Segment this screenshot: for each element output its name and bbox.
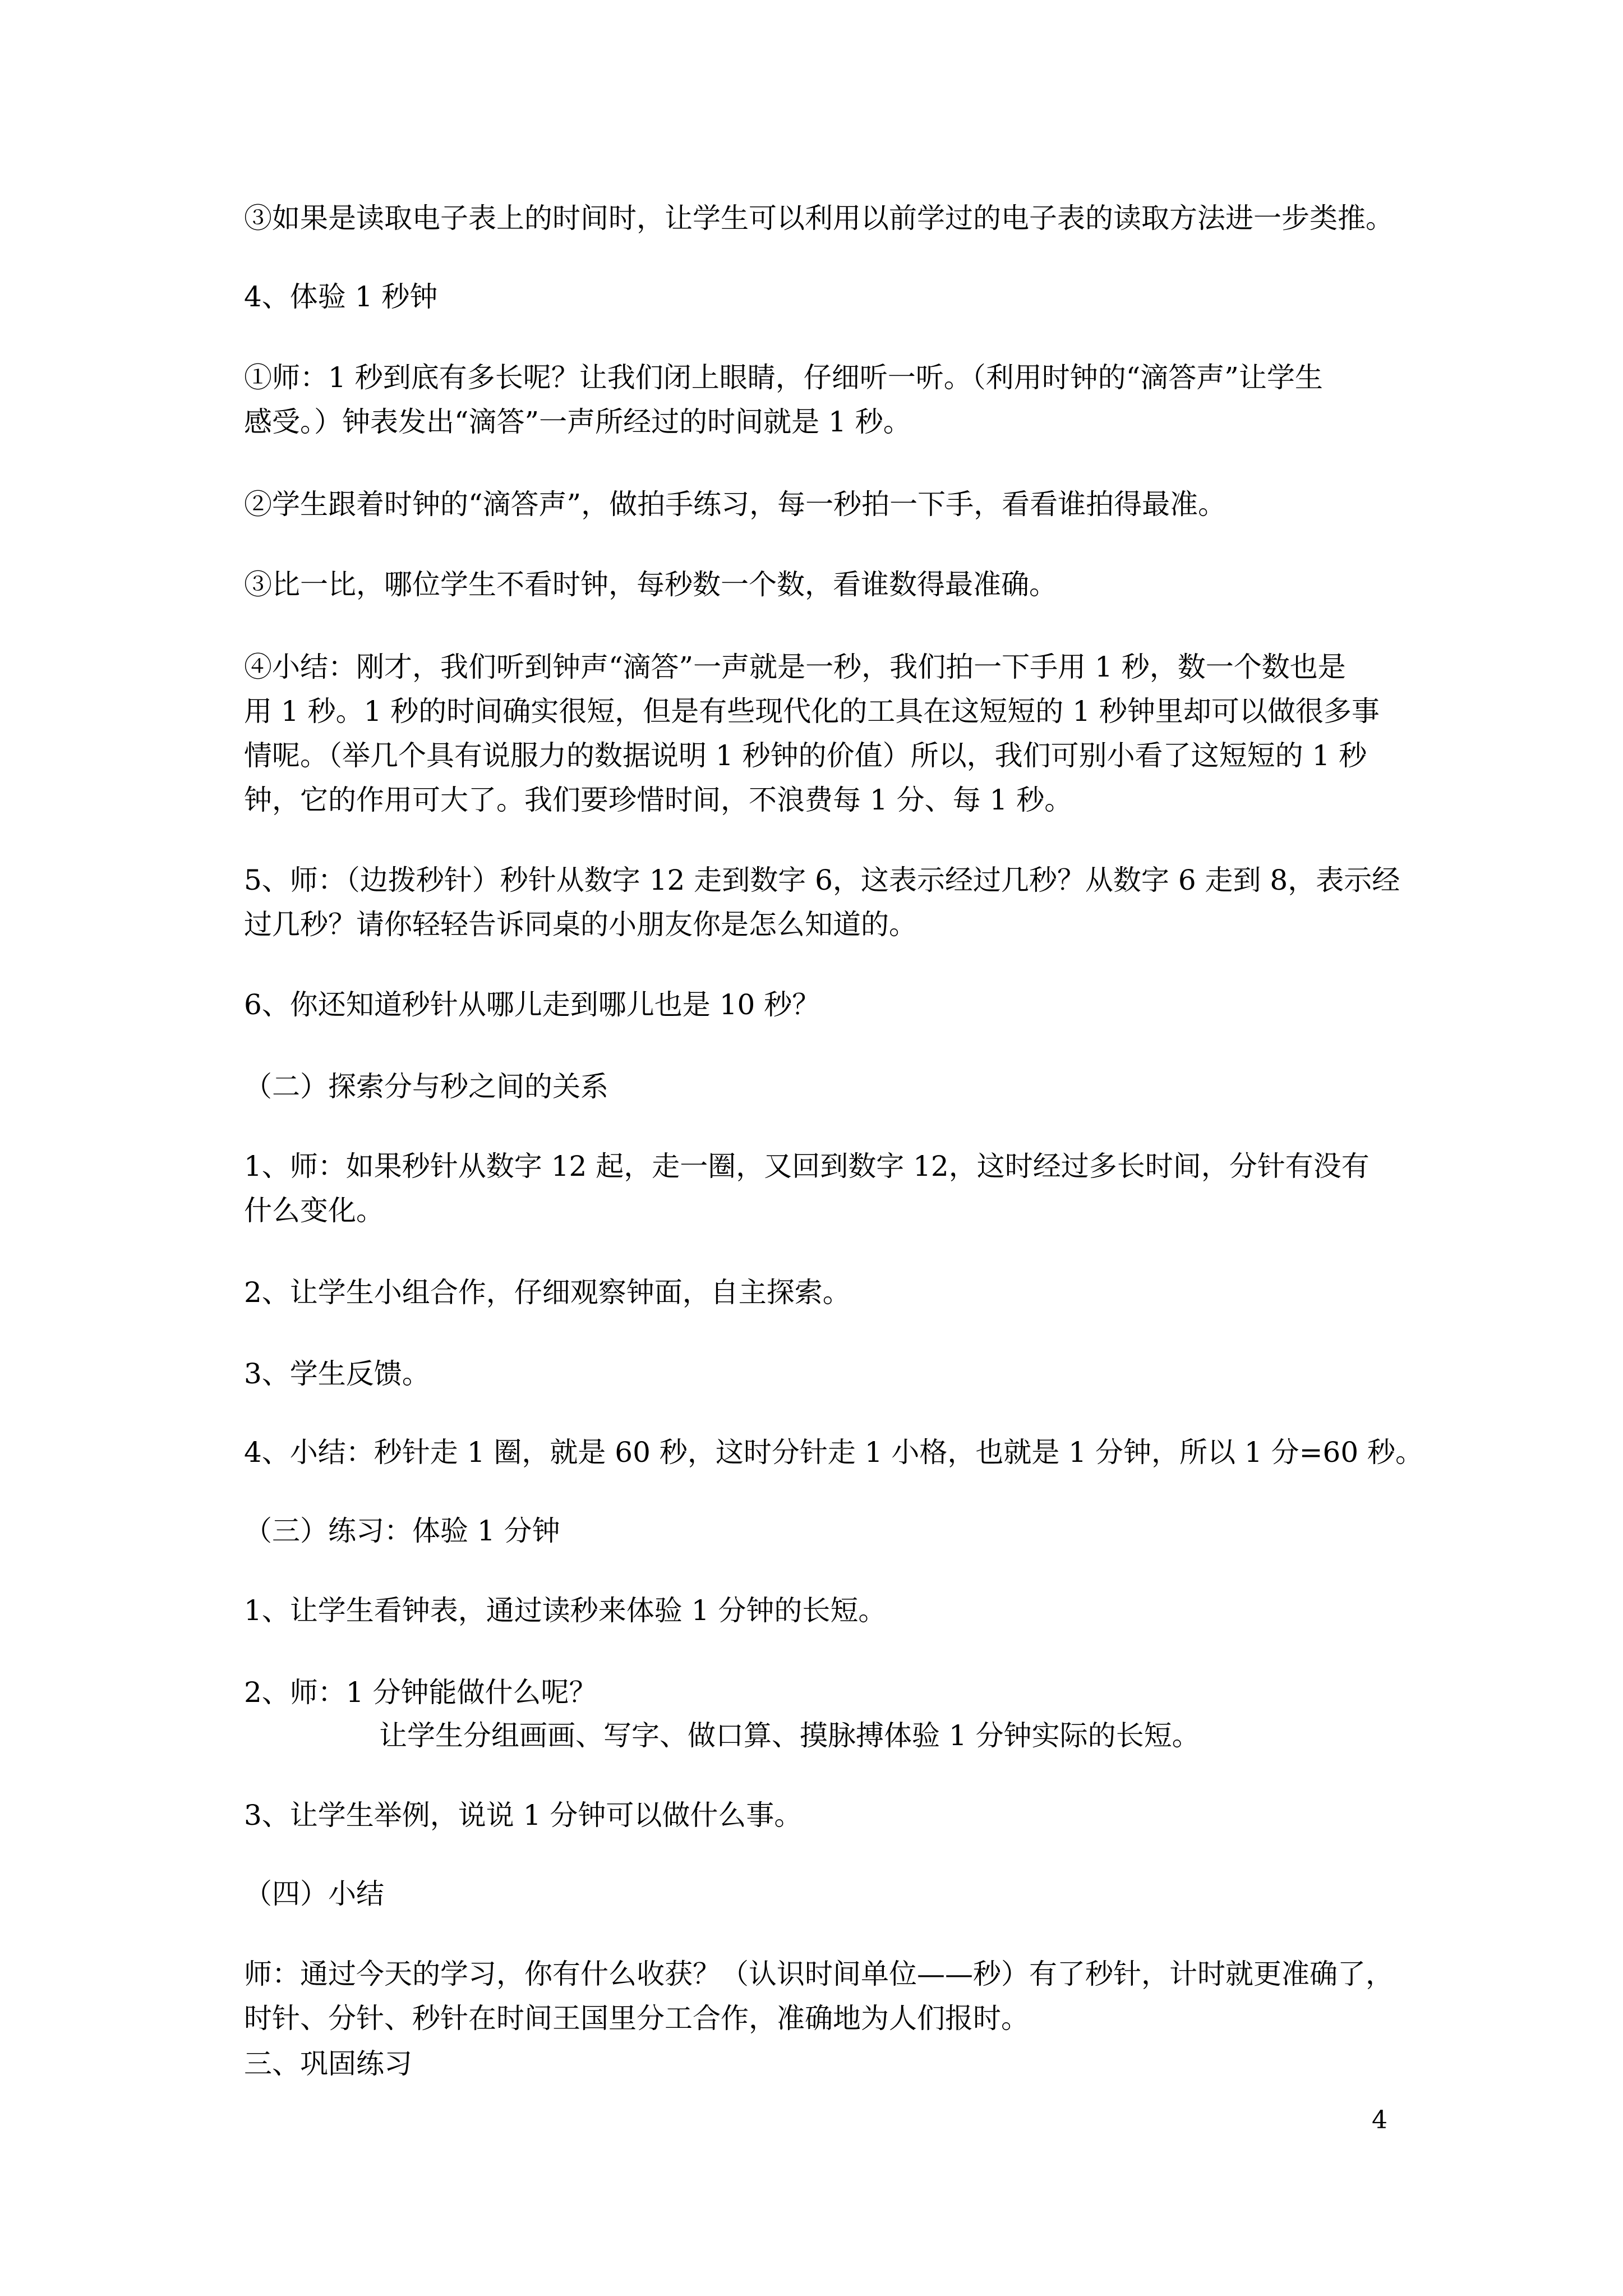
paragraph-line: ④小结：刚才，我们听到钟声“滴答”一声就是一秒，我们拍一下手用 1 秒，数一个数也是 (244, 651, 1346, 683)
heading-experience-one-second (244, 275, 1394, 319)
paragraph-counting-practice (244, 563, 1394, 607)
paragraph-line: 让学生分组画画、写字、做口算、摸脉搏体验 1 分钟实际的长短。 (379, 1719, 1200, 1752)
paragraph-clapping-practice (244, 482, 1394, 527)
paragraph-group-exploration (244, 1271, 1394, 1315)
paragraph-student-feedback (244, 1352, 1394, 1396)
paragraph-line: ③如果是读取电子表上的时间时，让学生可以利用以前学过的电子表的读取方法进一步类推。 (244, 202, 1394, 234)
paragraph-line: 钟，它的作用可大了。我们要珍惜时间，不浪费每 1 分、每 1 秒。 (244, 784, 1073, 816)
paragraph-line: 5、师：（边拨秒针）秒针从数字 12 走到数字 6，这表示经过几秒？从数字 6 走到 8，表示经 (244, 864, 1400, 896)
paragraph-what-in-one-minute (244, 1671, 1394, 1715)
paragraph-line: 情呢。（举几个具有说服力的数据说明 1 秒钟的价值）所以，我们可别小看了这短短的 1 秒 (244, 739, 1367, 772)
paragraph-line: （四）小结 (244, 1878, 384, 1910)
paragraph-line: 感受。）钟表发出“滴答”一声所经过的时间就是 1 秒。 (244, 406, 911, 438)
paragraph-line: ①师：1 秒到底有多长呢？让我们闭上眼睛，仔细听一听。（利用时钟的“滴答声”让学生 (244, 361, 1323, 394)
paragraph-line: 6、你还知道秒针从哪儿走到哪儿也是 10 秒？ (244, 988, 820, 1021)
section-heading-summary (244, 1872, 1394, 1916)
paragraph-line: 过几秒？请你轻轻告诉同桌的小朋友你是怎么知道的。 (244, 908, 917, 941)
paragraph-line: ③比一比，哪位学生不看时钟，每秒数一个数，看谁数得最准确。 (244, 568, 1057, 601)
paragraph-line: 4、小结：秒针走 1 圈，就是 60 秒，这时分针走 1 小格，也就是 1 分钟，所以 1 分=60 秒。 (244, 1436, 1424, 1469)
paragraph-line: 4、体验 1 秒钟 (244, 280, 438, 313)
section-heading-one-minute-practice (244, 1509, 1394, 1553)
paragraph-line: 3、学生反馈。 (244, 1358, 430, 1390)
paragraph-full-circle-question (244, 1144, 1394, 1233)
paragraph-read-seconds (244, 1589, 1394, 1633)
paragraph-line: 1、师：如果秒针从数字 12 起，走一圈，又回到数字 12，这时经过多长时间，分针有没有 (244, 1150, 1370, 1182)
paragraph-line: 什么变化。 (244, 1194, 384, 1227)
page-number: 4 (1372, 2106, 1387, 2134)
section-heading-minutes-seconds (244, 1065, 1394, 1109)
paragraph-ten-seconds-question (244, 983, 1394, 1027)
section-heading-consolidation (244, 2042, 1394, 2086)
paragraph-line: 2、师：1 分钟能做什么呢？ (244, 1676, 597, 1709)
paragraph-line: 2、让学生小组合作，仔细观察钟面，自主探索。 (244, 1276, 851, 1309)
paragraph-second-hand-question (244, 858, 1400, 947)
paragraph-lesson-summary (244, 1952, 1394, 2041)
paragraph-line: 三、巩固练习 (244, 2047, 412, 2080)
paragraph-line: 师：通过今天的学习，你有什么收获？（认识时间单位——秒）有了秒针，计时就更准确了， (244, 1958, 1394, 1990)
paragraph-student-examples (244, 1793, 1394, 1838)
paragraph-teacher-one-second (244, 356, 1394, 444)
paragraph-line: 3、让学生举例，说说 1 分钟可以做什么事。 (244, 1799, 803, 1832)
paragraph-line: 1、让学生看钟表，通过读秒来体验 1 分钟的长短。 (244, 1594, 887, 1627)
paragraph-line: 用 1 秒。1 秒的时间确实很短，但是有些现代化的工具在这短短的 1 秒钟里却可以做很多事 (244, 695, 1380, 728)
paragraph-minute-summary (244, 1430, 1424, 1475)
paragraph-line: 时针、分针、秒针在时间王国里分工合作，准确地为人们报时。 (244, 2002, 1029, 2035)
paragraph-line: （三）练习：体验 1 分钟 (244, 1515, 560, 1547)
paragraph-one-second-summary (244, 645, 1394, 822)
paragraph-group-activities (379, 1714, 1529, 1758)
paragraph-line: ②学生跟着时钟的“滴答声”，做拍手练习，每一秒拍一下手，看看谁拍得最准。 (244, 488, 1227, 521)
paragraph-electronic-clock-reading (244, 196, 1394, 241)
paragraph-line: （二）探索分与秒之间的关系 (244, 1070, 608, 1103)
